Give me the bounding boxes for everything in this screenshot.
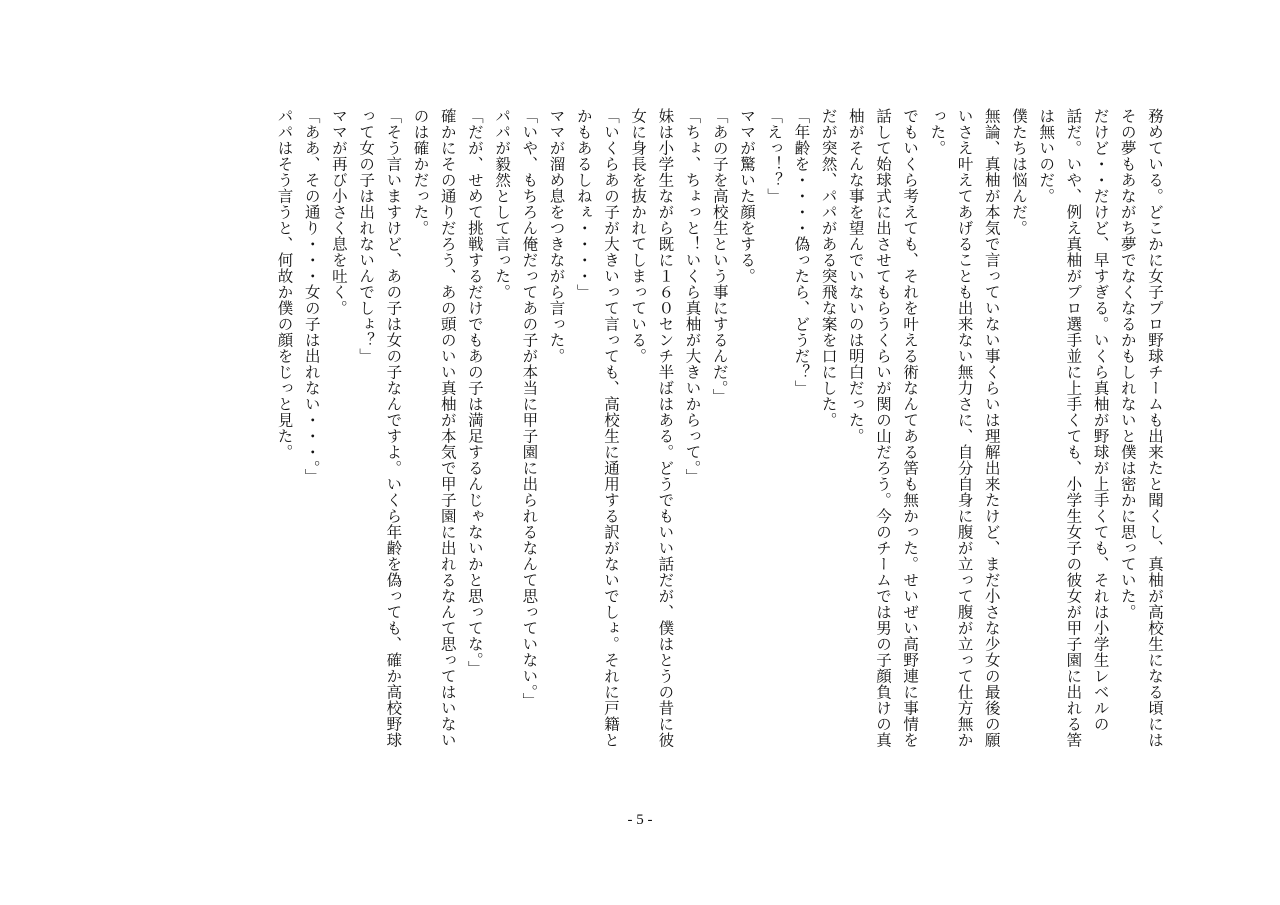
text-line: 僕たちは悩んだ。 [1009, 108, 1028, 236]
text-line: 話して始球式に出させてもらうくらいが関の山だろう。今のチームでは男の子顔負けの真 [873, 108, 892, 748]
text-line: だが突然、パパがある突飛な案を口にした。 [819, 108, 838, 428]
text-line: のは確かだった。 [411, 108, 430, 236]
text-line: 「いや、もちろん俺だってあの子が本当に甲子園に出られるなんて思っていない。」 [520, 108, 539, 709]
text-line: パパが毅然として言った。 [493, 108, 512, 300]
text-line: かもあるしねぇ・・・・」 [574, 108, 593, 300]
text-line: 「えっ！？」 [765, 108, 784, 204]
text-line: 「そう言いますけど、あの子は女の子なんですよ。いくら年齢を偽っても、確か高校野球 [384, 108, 403, 748]
text-line: った。 [928, 108, 947, 156]
text-line: ママが驚いた顔をする。 [737, 108, 756, 284]
page-number: - 5 - [627, 812, 653, 828]
text-line: 「だが、せめて挑戦するだけでもあの子は満足するんじゃないかと思ってな。」 [465, 108, 484, 677]
text-line: 無論、真柚が本気で言っていない事くらいは理解出来たけど、まだ小さな少女の最後の願 [982, 108, 1001, 748]
text-line: 女に身長を抜かれてしまっている。 [629, 108, 648, 364]
text-line: 務めている。どこかに女子プロ野球チームも出来たと聞くし、真柚が高校生になる頃には [1146, 108, 1164, 748]
text-line: 妹は小学生ながら既に１６０センチ半ばはある。どうでもいい話だが、僕はとうの昔に彼 [656, 108, 675, 748]
text-line: だけど・・だけど、早すぎる。いくら真柚が野球が上手くても、それは小学生レベルの [1091, 108, 1110, 732]
text-line: いさえ叶えてあげることも出来ない無力さに、自分自身に腹が立って腹が立って仕方無か [955, 108, 974, 748]
text-line: でもいくら考えても、それを叶える術なんてある筈も無かった。せいぜい高野連に事情を [901, 108, 920, 748]
text-line: 柚がそんな事を望んでいないのは明白だった。 [846, 108, 865, 444]
text-line: その夢もあながち夢でなくなるかもしれないと僕は密かに思っていた。 [1118, 108, 1137, 620]
text-line: って女の子は出れないんでしょ？」 [357, 108, 376, 364]
text-line: 確かにその通りだろう、あの頭のいい真柚が本気で甲子園に出れるなんて思ってはいない [438, 108, 457, 748]
text-line: は無いのだ。 [1037, 108, 1056, 204]
vertical-text-body [270, 108, 1168, 808]
text-line: 「いくらあの子が大きいって言っても、高校生に通用する訳がないでしょ。それに戸籍と [601, 108, 620, 748]
text-line: 「ちょ、ちょっと！いくら真柚が大きいからって。」 [683, 108, 702, 485]
text-line: 「年齢を・・・・偽ったら、どうだ？」 [792, 108, 811, 396]
text-line: 「あの子を高校生という事にするんだ。」 [710, 108, 729, 405]
text-line: 「ああ、その通り・・・女の子は出れない・・・。」 [302, 108, 321, 485]
text-line: ママが再び小さく息を吐く。 [329, 108, 348, 316]
text-line: 話だ。いや、例え真柚がプロ選手並に上手くても、小学生女子の彼女が甲子園に出れる筈 [1064, 108, 1083, 748]
text-line: ママが溜め息をつきながら言った。 [547, 108, 566, 364]
text-line: パパはそう言うと、何故か僕の顔をじっと見た。 [275, 108, 294, 460]
